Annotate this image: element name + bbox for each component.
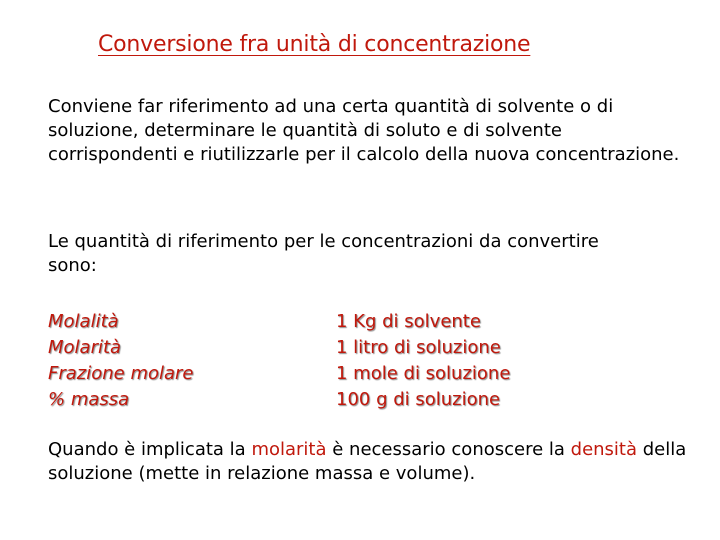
closing-text-part1: Quando è implicata la xyxy=(48,439,252,460)
closing-text-part3: della soluzione (mette in relazione massa e volume). xyxy=(48,439,687,484)
slide-title: Conversione fra unità di concentrazione xyxy=(98,32,531,57)
concentration-unit-label: % massa xyxy=(48,389,130,410)
concentration-unit-label: Molarità xyxy=(48,337,122,358)
concentration-unit-label: Molalità xyxy=(48,311,119,332)
closing-text-part2: è necessario conoscere la xyxy=(326,439,571,460)
intro-paragraph: Conviene far riferimento ad una certa quantità di solvente o di soluzione, determinare le quantità di soluto e di solvente corrispondenti e riutilizzarle per il calcolo della nuova concentrazione. xyxy=(48,96,680,165)
closing-paragraph xyxy=(48,438,698,486)
molarita-highlight: molarità xyxy=(251,439,327,460)
densita-highlight: densità xyxy=(570,439,638,460)
reference-amount-label: 1 mole di soluzione xyxy=(336,363,511,384)
reference-intro-paragraph: Le quantità di riferimento per le concentrazioni da convertire sono: xyxy=(48,231,599,276)
reference-amount-label: 1 Kg di solvente xyxy=(336,311,481,332)
reference-amount-label: 1 litro di soluzione xyxy=(336,337,501,358)
concentration-unit-label: Frazione molare xyxy=(48,363,194,384)
reference-amount-label: 100 g di soluzione xyxy=(336,389,501,410)
